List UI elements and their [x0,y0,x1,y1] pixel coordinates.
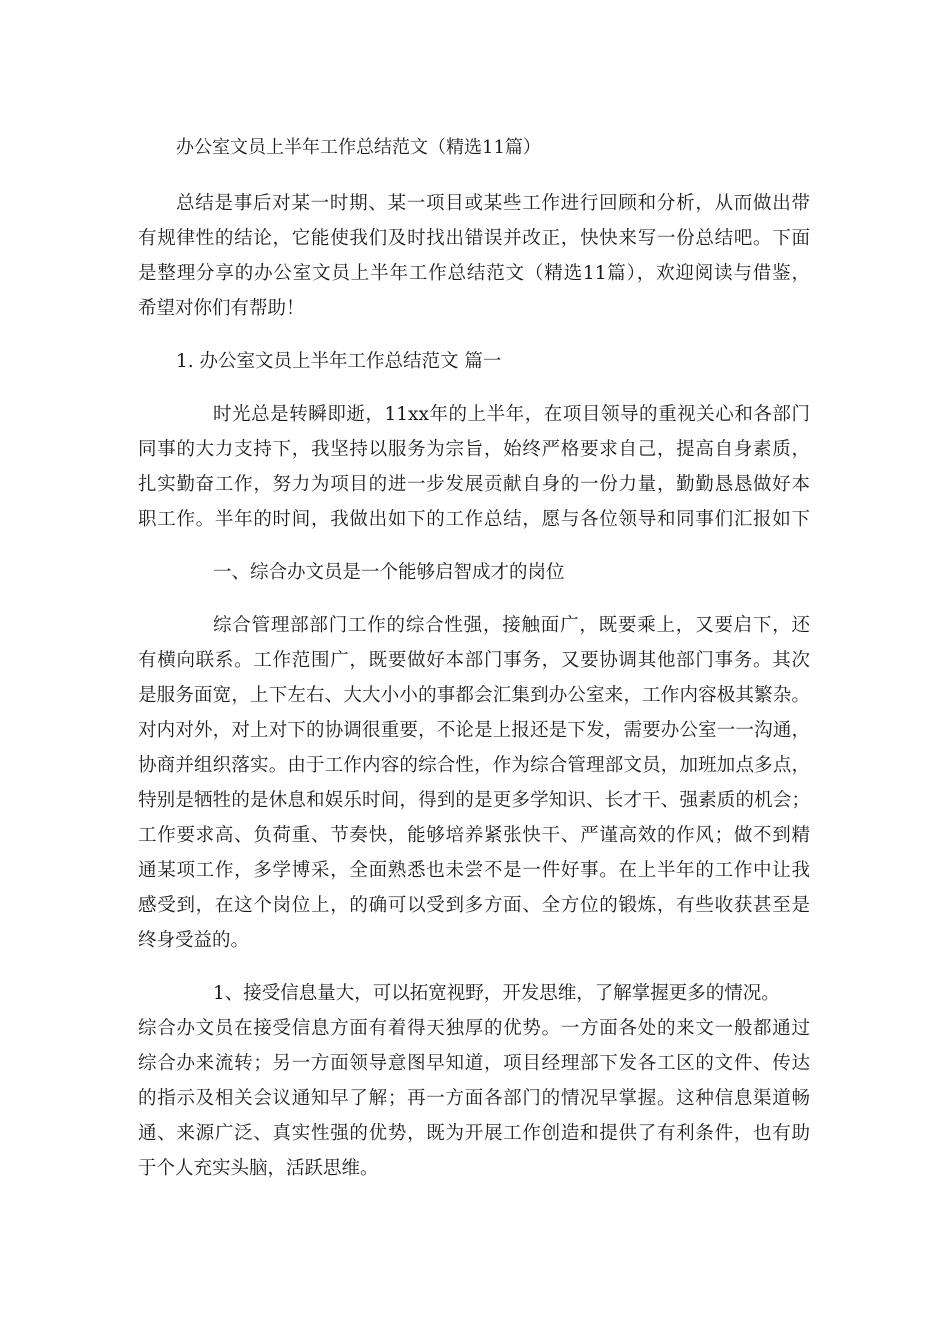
para3-line-5: 通、来源广泛、真实性强的优势，既为开展工作创造和提供了有利条件，也有助 [138,1123,810,1144]
para2-line-1: 综合管理部部门工作的综合性强，接触面广，既要乘上，又要启下，还 [213,615,810,636]
para2-line-5: 协商并组织落实。由于工作内容的综合性，作为综合管理部文员，加班加点多点， [138,755,810,776]
para3-line-3: 综合办来流转；另一方面领导意图早知道，项目经理部下发各工区的文件、传达 [138,1053,810,1074]
section1-heading: 1. 办公室文员上半年工作总结范文 篇一 [176,351,502,372]
document-title: 办公室文员上半年工作总结范文（精选11篇） [176,137,541,158]
para2-line-10: 终身受益的。 [138,930,250,951]
para2-line-9: 感受到，在这个岗位上，的确可以受到多方面、全方位的锻炼，有些收获甚至是 [138,895,810,916]
para2-line-8: 通某项工作，多学博采，全面熟悉也未尝不是一件好事。在上半年的工作中让我 [138,860,810,881]
intro-line-2: 有规律性的结论，它能使我们及时找出错误并改正，快快来写一份总结吧。下面 [138,228,810,249]
para3-line-4: 的指示及相关会议通知早了解；再一方面各部门的情况早掌握。这种信息渠道畅 [138,1088,810,1109]
intro-line-1: 总结是事后对某一时期、某一项目或某些工作进行回顾和分析，从而做出带 [176,193,810,214]
section1-line-4: 职工作。半年的时间，我做出如下的工作总结，愿与各位领导和同事们汇报如下 [138,509,810,530]
para2-line-7: 工作要求高、负荷重、节奏快，能够培养紧张快干、严谨高效的作风；做不到精 [138,825,810,846]
section1-line-3: 扎实勤奋工作，努力为项目的进一步发展贡献自身的一份力量，勤勤恳恳做好本 [138,474,810,495]
intro-line-4: 希望对你们有帮助！ [138,298,305,319]
para2-line-3: 是服务面宽，上下左右、大大小小的事都会汇集到办公室来，工作内容极其繁杂。 [138,685,810,706]
intro-line-3: 是整理分享的办公室文员上半年工作总结范文（精选11篇），欢迎阅读与借鉴， [138,263,810,284]
para2-line-4: 对内对外，对上对下的协调很重要，不论是上报还是下发，需要办公室一一沟通， [138,720,810,741]
subheading-1: 一、综合办文员是一个能够启智成才的岗位 [213,562,565,583]
para3-line-2: 综合办文员在接受信息方面有着得天独厚的优势。一方面各处的来文一般都通过 [138,1018,810,1039]
section1-line-1: 时光总是转瞬即逝，11xx年的上半年，在项目领导的重视关心和各部门 [213,404,810,425]
section1-line-2: 同事的大力支持下，我坚持以服务为宗旨，始终严格要求自己，提高自身素质， [138,439,810,460]
para3-line-1: 1、接受信息量大，可以拓宽视野，开发思维，了解掌握更多的情况。 [213,983,780,1004]
para2-line-6: 特别是牺牲的是休息和娱乐时间，得到的是更多学知识、长才干、强素质的机会； [138,790,810,811]
para3-line-6: 于个人充实头脑，活跃思维。 [138,1158,379,1179]
para2-line-2: 有横向联系。工作范围广，既要做好本部门事务，又要协调其他部门事务。其次 [138,650,810,671]
